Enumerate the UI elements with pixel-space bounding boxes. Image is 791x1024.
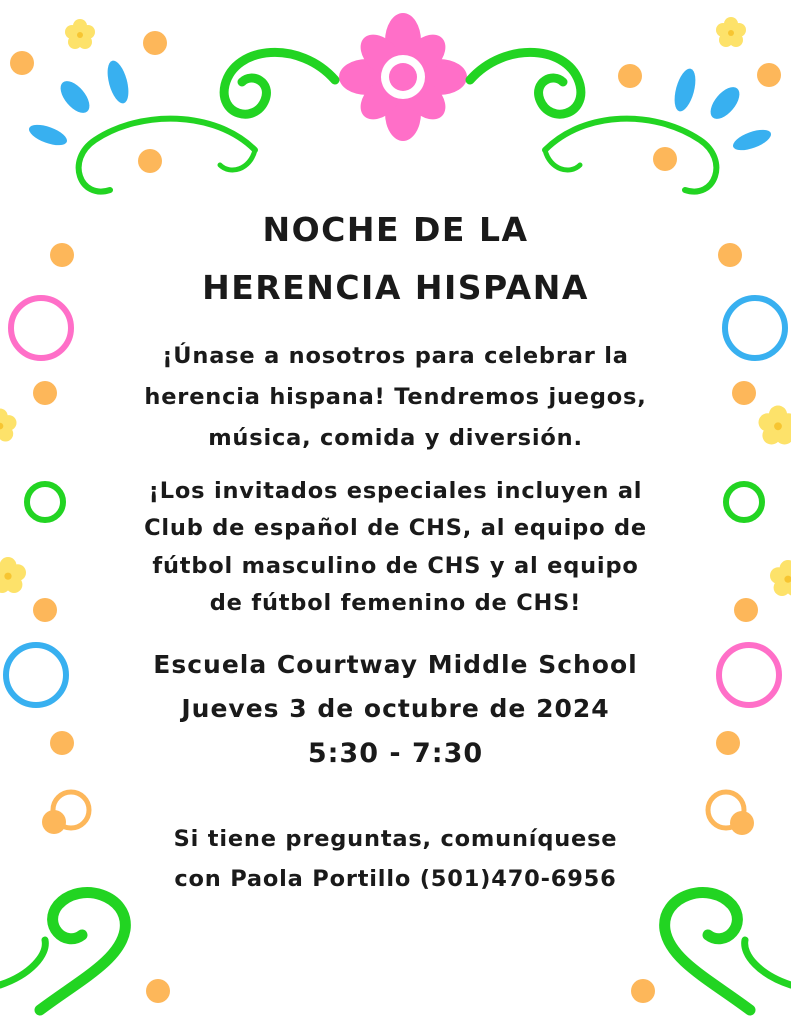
guests-line: Club de español de CHS, al equipo de	[144, 515, 647, 541]
event-time: 5:30 - 7:30	[307, 738, 484, 769]
guests-line: fútbol masculino de CHS y al equipo	[152, 553, 639, 579]
intro-line: ¡Únase a nosotros para celebrar la	[162, 343, 629, 369]
guests-line: de fútbol femenino de CHS!	[209, 590, 582, 616]
title-line-2: HERENCIA HISPANA	[202, 268, 589, 307]
contact-line: Si tiene preguntas, comuníquese	[173, 826, 618, 852]
contact-line: con Paola Portillo (501)470-6956	[174, 866, 617, 892]
event-date: Jueves 3 de octubre de 2024	[181, 694, 610, 723]
guests-line: ¡Los invitados especiales incluyen al	[148, 478, 643, 504]
title-line-1: NOCHE DE LA	[262, 210, 529, 249]
intro-line: herencia hispana! Tendremos juegos,	[144, 384, 647, 410]
event-location: Escuela Courtway Middle School	[153, 650, 638, 679]
intro-line: música, comida y diversión.	[208, 425, 583, 451]
